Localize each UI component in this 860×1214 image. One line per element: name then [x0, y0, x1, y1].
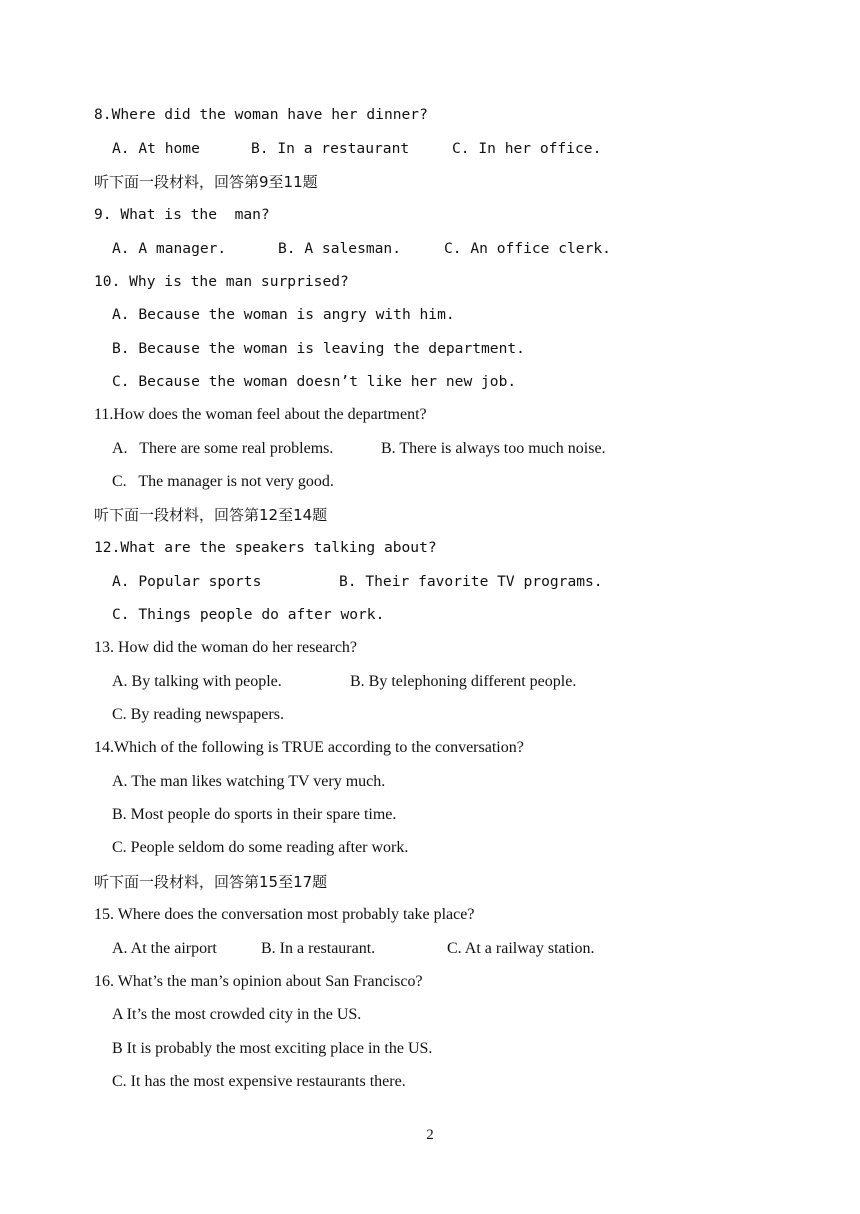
question-9-option-b: B. A salesman. — [278, 240, 402, 257]
question-14-stem: 14.Which of the following is TRUE according to the conversation? — [94, 739, 524, 756]
question-9-option-c: C. An office clerk. — [444, 240, 611, 257]
question-16-option-b: B It is probably the most exciting place in the US. — [112, 1040, 433, 1057]
question-8-option-c: C. In her office. — [452, 140, 602, 157]
question-9-stem: 9. What is the man? — [94, 206, 270, 223]
question-14-option-a: A. The man likes watching TV very much. — [112, 773, 386, 790]
question-8-option-a: A. At home — [112, 140, 200, 157]
question-11-option-c: C. The manager is not very good. — [112, 473, 334, 490]
question-11-stem: 11.How does the woman feel about the department? — [94, 406, 427, 423]
question-9-option-a: A. A manager. — [112, 240, 227, 257]
question-13-stem: 13. How did the woman do her research? — [94, 639, 358, 656]
question-12-stem: 12.What are the speakers talking about? — [94, 539, 437, 556]
question-10-option-c: C. Because the woman doesn’t like her new job. — [112, 373, 517, 390]
question-13-option-a: A. By talking with people. — [112, 673, 282, 690]
section-heading-15-17: 听下面一段材料，回答第15至17题 — [94, 873, 328, 891]
question-14-option-b: B. Most people do sports in their spare time. — [112, 806, 397, 823]
question-13-option-c: C. By reading newspapers. — [112, 706, 284, 723]
question-8-stem: 8.Where did the woman have her dinner? — [94, 106, 428, 123]
question-15-option-b: B. In a restaurant. — [261, 940, 376, 957]
question-10-option-a: A. Because the woman is angry with him. — [112, 306, 455, 323]
question-12-option-b: B. Their favorite TV programs. — [339, 573, 603, 590]
question-15-stem: 15. Where does the conversation most probably take place? — [94, 906, 475, 923]
question-16-option-a: A It’s the most crowded city in the US. — [112, 1006, 362, 1023]
question-14-option-c: C. People seldom do some reading after work. — [112, 839, 409, 856]
question-11-option-b: B. There is always too much noise. — [381, 440, 606, 457]
section-heading-9-11: 听下面一段材料，回答第9至11题 — [94, 173, 318, 191]
section-heading-12-14: 听下面一段材料，回答第12至14题 — [94, 506, 328, 524]
question-15-option-c: C. At a railway station. — [447, 940, 595, 957]
page-number: 2 — [426, 1127, 434, 1143]
question-11-option-a: A. There are some real problems. — [112, 440, 334, 457]
question-10-stem: 10. Why is the man surprised? — [94, 273, 349, 290]
question-13-option-b: B. By telephoning different people. — [350, 673, 577, 690]
question-10-option-b: B. Because the woman is leaving the department. — [112, 340, 525, 357]
question-12-option-a: A. Popular sports — [112, 573, 262, 590]
question-16-stem: 16. What’s the man’s opinion about San Francisco? — [94, 973, 423, 990]
question-15-option-a: A. At the airport — [112, 940, 217, 957]
question-8-option-b: B. In a restaurant — [251, 140, 410, 157]
question-16-option-c: C. It has the most expensive restaurants there. — [112, 1073, 406, 1090]
question-12-option-c: C. Things people do after work. — [112, 606, 385, 623]
